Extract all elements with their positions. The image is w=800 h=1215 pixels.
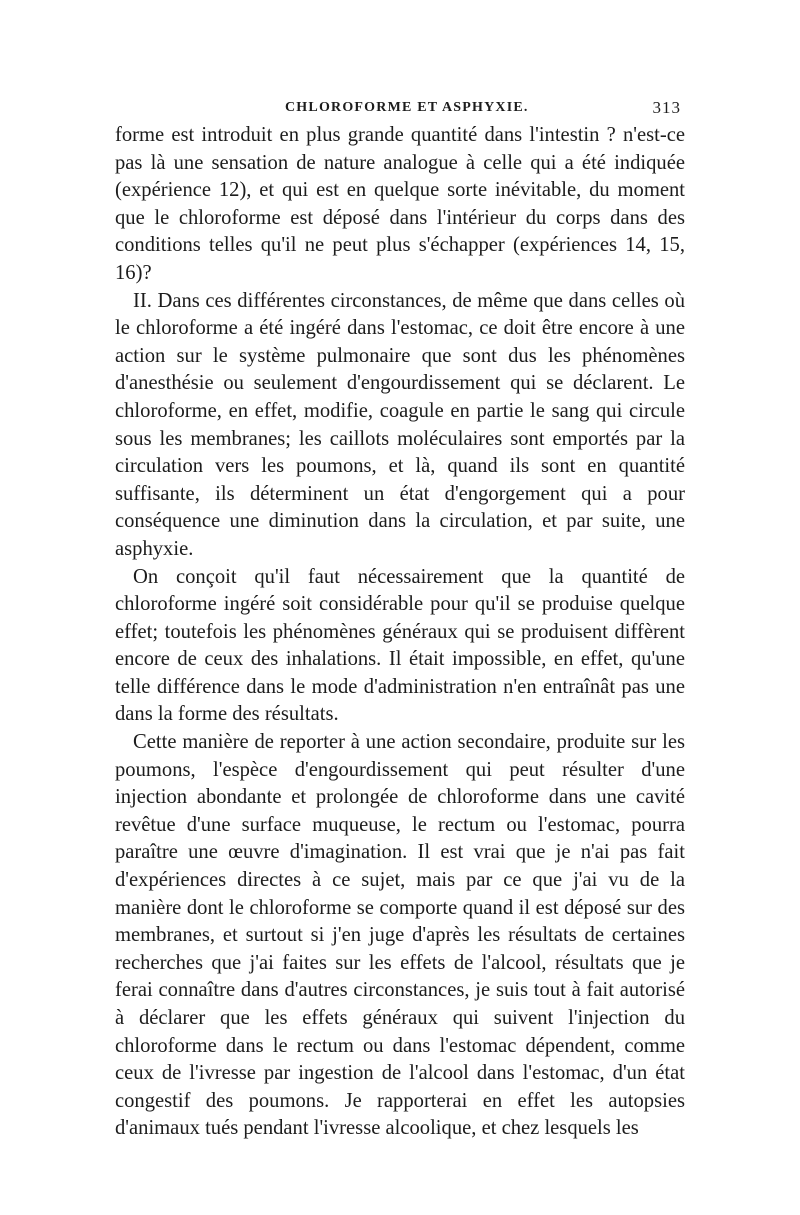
page-number: 313 [652, 98, 681, 117]
paragraph-section-ii: II. Dans ces différentes circonstances, de même que dans celles où le chloroforme a été ingéré dans l'estomac, ce doit être encore à une action sur le système pulmonaire que sont dus les phénomènes d'anesthésie ou seulement d'engourdissement qui se déclarent. Le chloroforme, en effet, modifie, coagule en partie le sang qui circule sous les membranes; les caillots moléculaires sont emportés par la circulation vers les poumons, et là, quand ils sont en quantité suffisante, ils déterminent un état d'engorgement qui a pour conséquence une diminution dans la circulation, et par suite, une asphyxie. [115, 289, 685, 560]
book-page [115, 98, 685, 1143]
paragraph-secondary-action: Cette manière de reporter à une action secondaire, produite sur les poumons, l'espèce d'engourdissement qui peut résulter d'une injection abondante et prolongée de chloroforme dans une cavité revêtue d'une surface muqueuse, le rectum ou l'estomac, pourra paraître une œuvre d'imagination. Il est vrai que je n'ai pas fait d'expériences directes à ce sujet, mais par ce que j'ai vu de la manière dont le chloroforme se comporte quand il est déposé sur des membranes, et surtout si j'en juge d'après les résultats de certaines recherches que j'ai faites sur les effets de l'alcool, résultats que je ferai connaître dans d'autres circonstances, je suis tout à fait autorisé à déclarer que les effets généraux qui suivent l'injection du chloroforme dans le rectum ou dans l'estomac dépendent, comme ceux de l'ivresse par ingestion de l'alcool dans l'estomac, d'un état congestif des poumons. Je rapporterai en effet les autopsies d'animaux tués pendant l'ivresse alcoolique, et chez lesquels les [115, 731, 685, 1140]
page-header [115, 98, 685, 120]
paragraph-quantity: On conçoit qu'il faut nécessairement que la quantité de chloroforme ingéré soit considérable pour qu'il se produise quelque effet; toutefois les phénomènes généraux qui se produisent diffèrent encore de ceux des inhalations. Il était impossible, en effet, qu'une telle différence dans le mode d'administration n'en entraînât pas une dans la forme des résultats. [115, 565, 685, 726]
running-title: CHLOROFORME ET ASPHYXIE. [285, 100, 529, 115]
body-text [115, 122, 685, 1143]
paragraph-continuation: forme est introduit en plus grande quantité dans l'intestin ? n'est-ce pas là une sensation de nature analogue à celle qui a été indiquée (expérience 12), et qui est en quelque sorte inévitable, du moment que le chloroforme est déposé dans l'intérieur du corps dans des conditions telles qu'il ne peut plus s'échapper (expériences 14, 15, 16)? [115, 124, 685, 284]
